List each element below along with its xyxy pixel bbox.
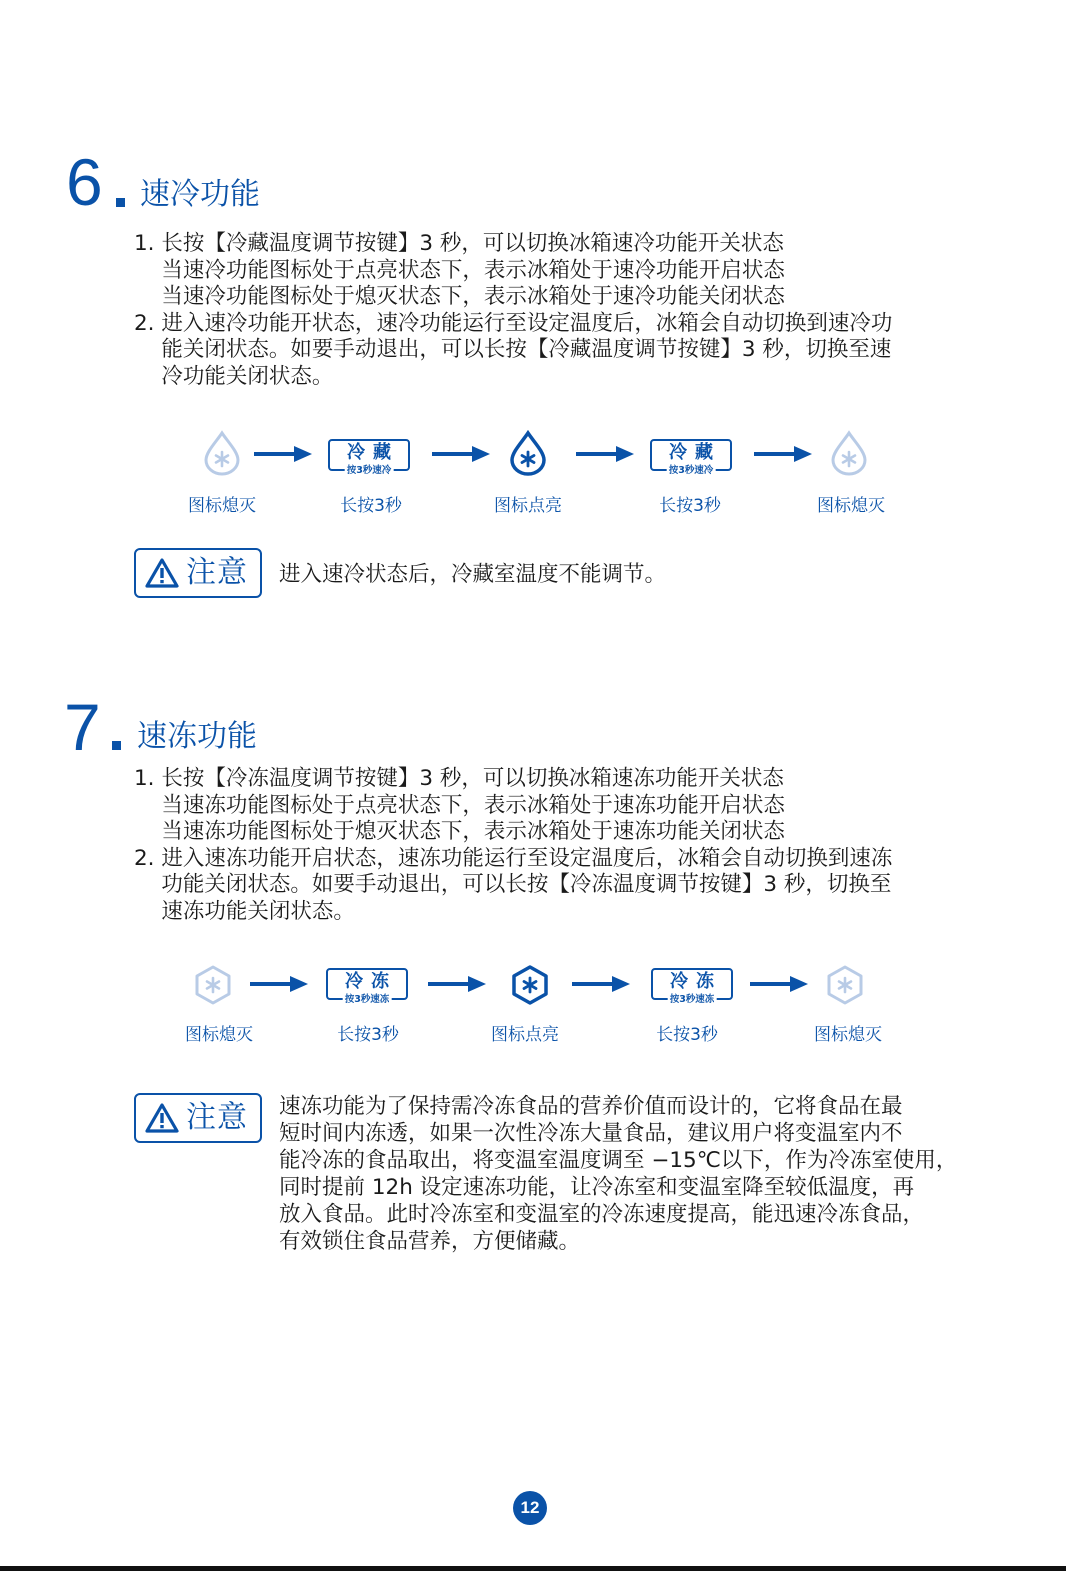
body-line: 速冻功能关闭状态。 xyxy=(134,898,355,924)
body-line: 1. 长按【冷藏温度调节按键】3 秒，可以切换冰箱速冷功能开关状态 xyxy=(134,231,784,256)
hexagon-snowflake-icon xyxy=(825,964,865,1006)
body-line: 当速冻功能图标处于点亮状态下，表示冰箱处于速冻功能开启状态 xyxy=(134,792,785,818)
section-number: 7 xyxy=(64,690,101,764)
body-line: 2. 进入速冻功能开启状态，速冻功能运行至设定温度后，冰箱会自动切换到速冻 xyxy=(134,845,893,871)
flow-caption: 长按3秒 xyxy=(340,496,402,516)
body-line: 冷功能关闭状态。 xyxy=(134,363,334,389)
hexagon-snowflake-icon xyxy=(193,964,233,1006)
notice-text xyxy=(279,561,666,588)
body-line: 功能关闭状态。如要手动退出，可以长按【冷冻温度调节按键】3 秒，切换至 xyxy=(134,872,892,897)
fridge-temp-button xyxy=(328,439,410,476)
section-title: 速冻功能 xyxy=(137,719,257,754)
section-body xyxy=(134,766,892,925)
fridge-temp-button xyxy=(650,439,732,476)
droplet-snowflake-icon xyxy=(508,430,548,476)
page-number: 12 xyxy=(513,1491,547,1525)
flow-caption: 图标熄灭 xyxy=(814,1025,882,1045)
warning-icon xyxy=(144,557,180,589)
button-sub-label: 按3秒速冷 xyxy=(668,465,714,476)
freezer-temp-button xyxy=(651,968,733,1005)
body-line: 1. 长按【冷冻温度调节按键】3 秒，可以切换冰箱速冻功能开关状态 xyxy=(134,766,784,791)
flow-caption: 图标点亮 xyxy=(491,1025,559,1045)
arrow-right-icon xyxy=(576,446,634,462)
notice-line: 能冷冻的食品取出，将变温室温度调至 −15℃以下，作为冷冻室使用， xyxy=(279,1148,958,1173)
flow-caption: 图标点亮 xyxy=(494,496,562,516)
hexagon-snowflake-icon xyxy=(510,964,550,1006)
arrow-right-icon xyxy=(750,976,808,992)
button-label: 冷藏 xyxy=(347,442,399,463)
flow-caption: 图标熄灭 xyxy=(185,1025,253,1045)
body-line: 当速冷功能图标处于熄灭状态下，表示冰箱处于速冷功能关闭状态 xyxy=(134,284,785,309)
section-number-dot xyxy=(116,198,125,207)
section-body xyxy=(134,231,892,390)
warning-icon xyxy=(144,1102,180,1134)
section-number-dot xyxy=(112,741,121,750)
button-label: 冷冻 xyxy=(670,971,722,992)
notice-badge xyxy=(134,1093,262,1143)
section-title: 速冷功能 xyxy=(140,177,260,212)
notice-line: 进入速冷状态后，冷藏室温度不能调节。 xyxy=(279,562,667,587)
button-label: 冷藏 xyxy=(669,442,721,463)
droplet-snowflake-icon xyxy=(202,430,242,476)
notice-label: 注意 xyxy=(186,1100,248,1135)
body-line: 当速冷功能图标处于点亮状态下，表示冰箱处于速冷功能开启状态 xyxy=(134,257,785,283)
droplet-snowflake-icon xyxy=(829,430,869,476)
notice-line: 短时间内冻透，如果一次性冷冻大量食品，建议用户将变温室内不 xyxy=(279,1121,903,1146)
notice-line: 放入食品。此时冷冻室和变温室的冷冻速度提高，能迅速冷冻食品， xyxy=(279,1202,925,1227)
flow-caption: 长按3秒 xyxy=(337,1025,399,1045)
flow-caption: 图标熄灭 xyxy=(817,496,885,516)
body-line: 当速冻功能图标处于熄灭状态下，表示冰箱处于速冻功能关闭状态 xyxy=(134,819,785,844)
arrow-right-icon xyxy=(254,446,312,462)
arrow-right-icon xyxy=(572,976,630,992)
bottom-rule xyxy=(0,1566,1066,1571)
body-line: 能关闭状态。如要手动退出，可以长按【冷藏温度调节按键】3 秒，切换至速 xyxy=(134,337,892,362)
notice-line: 有效锁住食品营养，方便储藏。 xyxy=(279,1229,581,1254)
freezer-temp-button xyxy=(326,968,408,1005)
notice-line: 同时提前 12h 设定速冻功能，让冷冻室和变温室降至较低温度，再 xyxy=(279,1175,915,1200)
notice-label: 注意 xyxy=(186,555,248,590)
flow-caption: 长按3秒 xyxy=(656,1025,718,1045)
button-sub-label: 按3秒速冷 xyxy=(346,465,392,476)
button-label: 冷冻 xyxy=(345,971,397,992)
body-line: 2. 进入速冷功能开状态，速冷功能运行至设定温度后，冰箱会自动切换到速冷功 xyxy=(134,310,893,336)
arrow-right-icon xyxy=(428,976,486,992)
notice-text xyxy=(279,1093,957,1255)
section-number: 6 xyxy=(66,145,103,219)
arrow-right-icon xyxy=(432,446,490,462)
arrow-right-icon xyxy=(754,446,812,462)
button-sub-label: 按3秒速冻 xyxy=(669,994,715,1005)
flow-caption: 图标熄灭 xyxy=(188,496,256,516)
notice-line: 速冻功能为了保持需冷冻食品的营养价值而设计的，它将食品在最 xyxy=(279,1094,903,1119)
button-sub-label: 按3秒速冻 xyxy=(344,994,390,1005)
flow-caption: 长按3秒 xyxy=(659,496,721,516)
arrow-right-icon xyxy=(250,976,308,992)
notice-badge xyxy=(134,548,262,598)
